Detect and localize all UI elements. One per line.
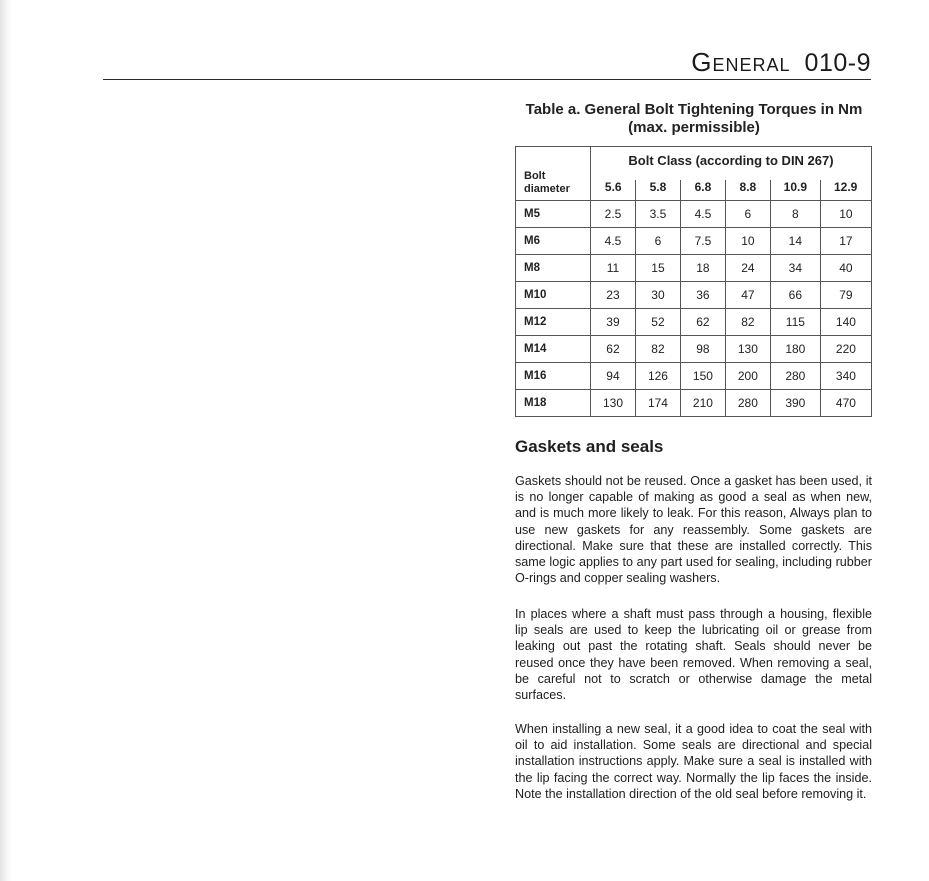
- bolt-class-header: 8.8: [725, 174, 770, 201]
- bolt-size-cell: M16: [516, 363, 591, 390]
- torque-value-cell: 340: [820, 363, 871, 390]
- torque-value-cell: 39: [591, 309, 636, 336]
- bolt-class-header: 5.8: [635, 174, 680, 201]
- bolt-size-cell: M8: [516, 255, 591, 282]
- torque-value-cell: 36: [680, 282, 725, 309]
- torque-value-cell: 40: [820, 255, 871, 282]
- torque-value-cell: 6: [725, 201, 770, 228]
- torque-value-cell: 4.5: [680, 201, 725, 228]
- torque-value-cell: 79: [820, 282, 871, 309]
- torque-value-cell: 82: [635, 336, 680, 363]
- torque-value-cell: 14: [770, 228, 820, 255]
- paragraph: In places where a shaft must pass through a housing, flexible lip seals are used to keep the lubricating oil or grease from leaking out past the rotating shaft. Seals should never be reused once they have been removed. When removing a seal, be careful not to scratch or otherwise damage the metal surfaces.: [515, 607, 872, 703]
- bolt-size-cell: M10: [516, 282, 591, 309]
- bolt-size-cell: M5: [516, 201, 591, 228]
- torque-value-cell: 3.5: [635, 201, 680, 228]
- torque-value-cell: 34: [770, 255, 820, 282]
- table-row: [516, 390, 872, 417]
- row-header-label-line-2: diameter: [524, 183, 570, 195]
- torque-value-cell: 8: [770, 201, 820, 228]
- page-number: 010-9: [804, 49, 871, 77]
- torque-table-body: [516, 201, 872, 417]
- torque-value-cell: 140: [820, 309, 871, 336]
- torque-value-cell: 62: [591, 336, 636, 363]
- table-row: [516, 228, 872, 255]
- bolt-class-header: 5.6: [591, 174, 636, 201]
- torque-value-cell: 24: [725, 255, 770, 282]
- paragraph: Gaskets should not be reused. Once a gasket has been used, it is no longer capable of making as good a seal as when new, and is much more likely to leak. For this reason, Always plan to use new gaskets for any reassembly. Some gaskets are directional. Make sure that these are installed correctly. This same logic applies to any part used for sealing, including rubber O-rings and copper sealing washers.: [515, 474, 872, 586]
- section-title: General: [691, 47, 791, 77]
- table-row: [516, 336, 872, 363]
- torque-value-cell: 7.5: [680, 228, 725, 255]
- row-header-label: [516, 147, 591, 201]
- torque-value-cell: 390: [770, 390, 820, 417]
- torque-value-cell: 82: [725, 309, 770, 336]
- torque-value-cell: 30: [635, 282, 680, 309]
- torque-value-cell: 18: [680, 255, 725, 282]
- torque-value-cell: 280: [725, 390, 770, 417]
- torque-value-cell: 470: [820, 390, 871, 417]
- torque-value-cell: 98: [680, 336, 725, 363]
- torque-value-cell: 66: [770, 282, 820, 309]
- bolt-size-cell: M18: [516, 390, 591, 417]
- table-caption-line-1: Table a. General Bolt Tightening Torques in Nm: [525, 101, 863, 118]
- torque-value-cell: 150: [680, 363, 725, 390]
- section-heading: Gaskets and seals: [515, 437, 664, 456]
- torque-value-cell: 115: [770, 309, 820, 336]
- row-header-label-line-1: Bolt: [524, 170, 546, 182]
- bolt-size-cell: M12: [516, 309, 591, 336]
- page-header: [691, 47, 871, 78]
- header-rule: [103, 79, 871, 80]
- torque-value-cell: 130: [725, 336, 770, 363]
- torque-value-cell: 210: [680, 390, 725, 417]
- bolt-size-cell: M6: [516, 228, 591, 255]
- table-row: [516, 282, 872, 309]
- torque-value-cell: 15: [635, 255, 680, 282]
- torque-value-cell: 130: [591, 390, 636, 417]
- torque-value-cell: 200: [725, 363, 770, 390]
- table-row: [516, 363, 872, 390]
- torque-value-cell: 10: [725, 228, 770, 255]
- table-caption-line-2: (max. permissible): [628, 119, 760, 136]
- torque-value-cell: 23: [591, 282, 636, 309]
- table-row: [516, 255, 872, 282]
- torque-value-cell: 47: [725, 282, 770, 309]
- torque-value-cell: 220: [820, 336, 871, 363]
- table-caption: [515, 101, 873, 137]
- torque-value-cell: 2.5: [591, 201, 636, 228]
- bolt-torque-table: [515, 146, 872, 417]
- bolt-class-header: 12.9: [820, 174, 871, 201]
- torque-value-cell: 62: [680, 309, 725, 336]
- table-row: [516, 309, 872, 336]
- column-group-label: Bolt Class (according to DIN 267): [591, 147, 872, 175]
- torque-value-cell: 52: [635, 309, 680, 336]
- torque-value-cell: 4.5: [591, 228, 636, 255]
- torque-value-cell: 94: [591, 363, 636, 390]
- torque-value-cell: 11: [591, 255, 636, 282]
- torque-value-cell: 174: [635, 390, 680, 417]
- torque-value-cell: 6: [635, 228, 680, 255]
- torque-value-cell: 280: [770, 363, 820, 390]
- torque-value-cell: 17: [820, 228, 871, 255]
- bolt-size-cell: M14: [516, 336, 591, 363]
- torque-value-cell: 126: [635, 363, 680, 390]
- torque-value-cell: 180: [770, 336, 820, 363]
- torque-value-cell: 10: [820, 201, 871, 228]
- table-row: [516, 201, 872, 228]
- scan-edge-shadow: [0, 0, 12, 881]
- paragraph: When installing a new seal, it a good idea to coat the seal with oil to aid installation. Some seals are directional and special installation instructions apply. Make sure a seal is installed with the lip facing the correct way. Normally the lip faces the inside. Note the installation direction of the old seal before removing it.: [515, 722, 872, 801]
- bolt-class-header: 10.9: [770, 174, 820, 201]
- bolt-class-header: 6.8: [680, 174, 725, 201]
